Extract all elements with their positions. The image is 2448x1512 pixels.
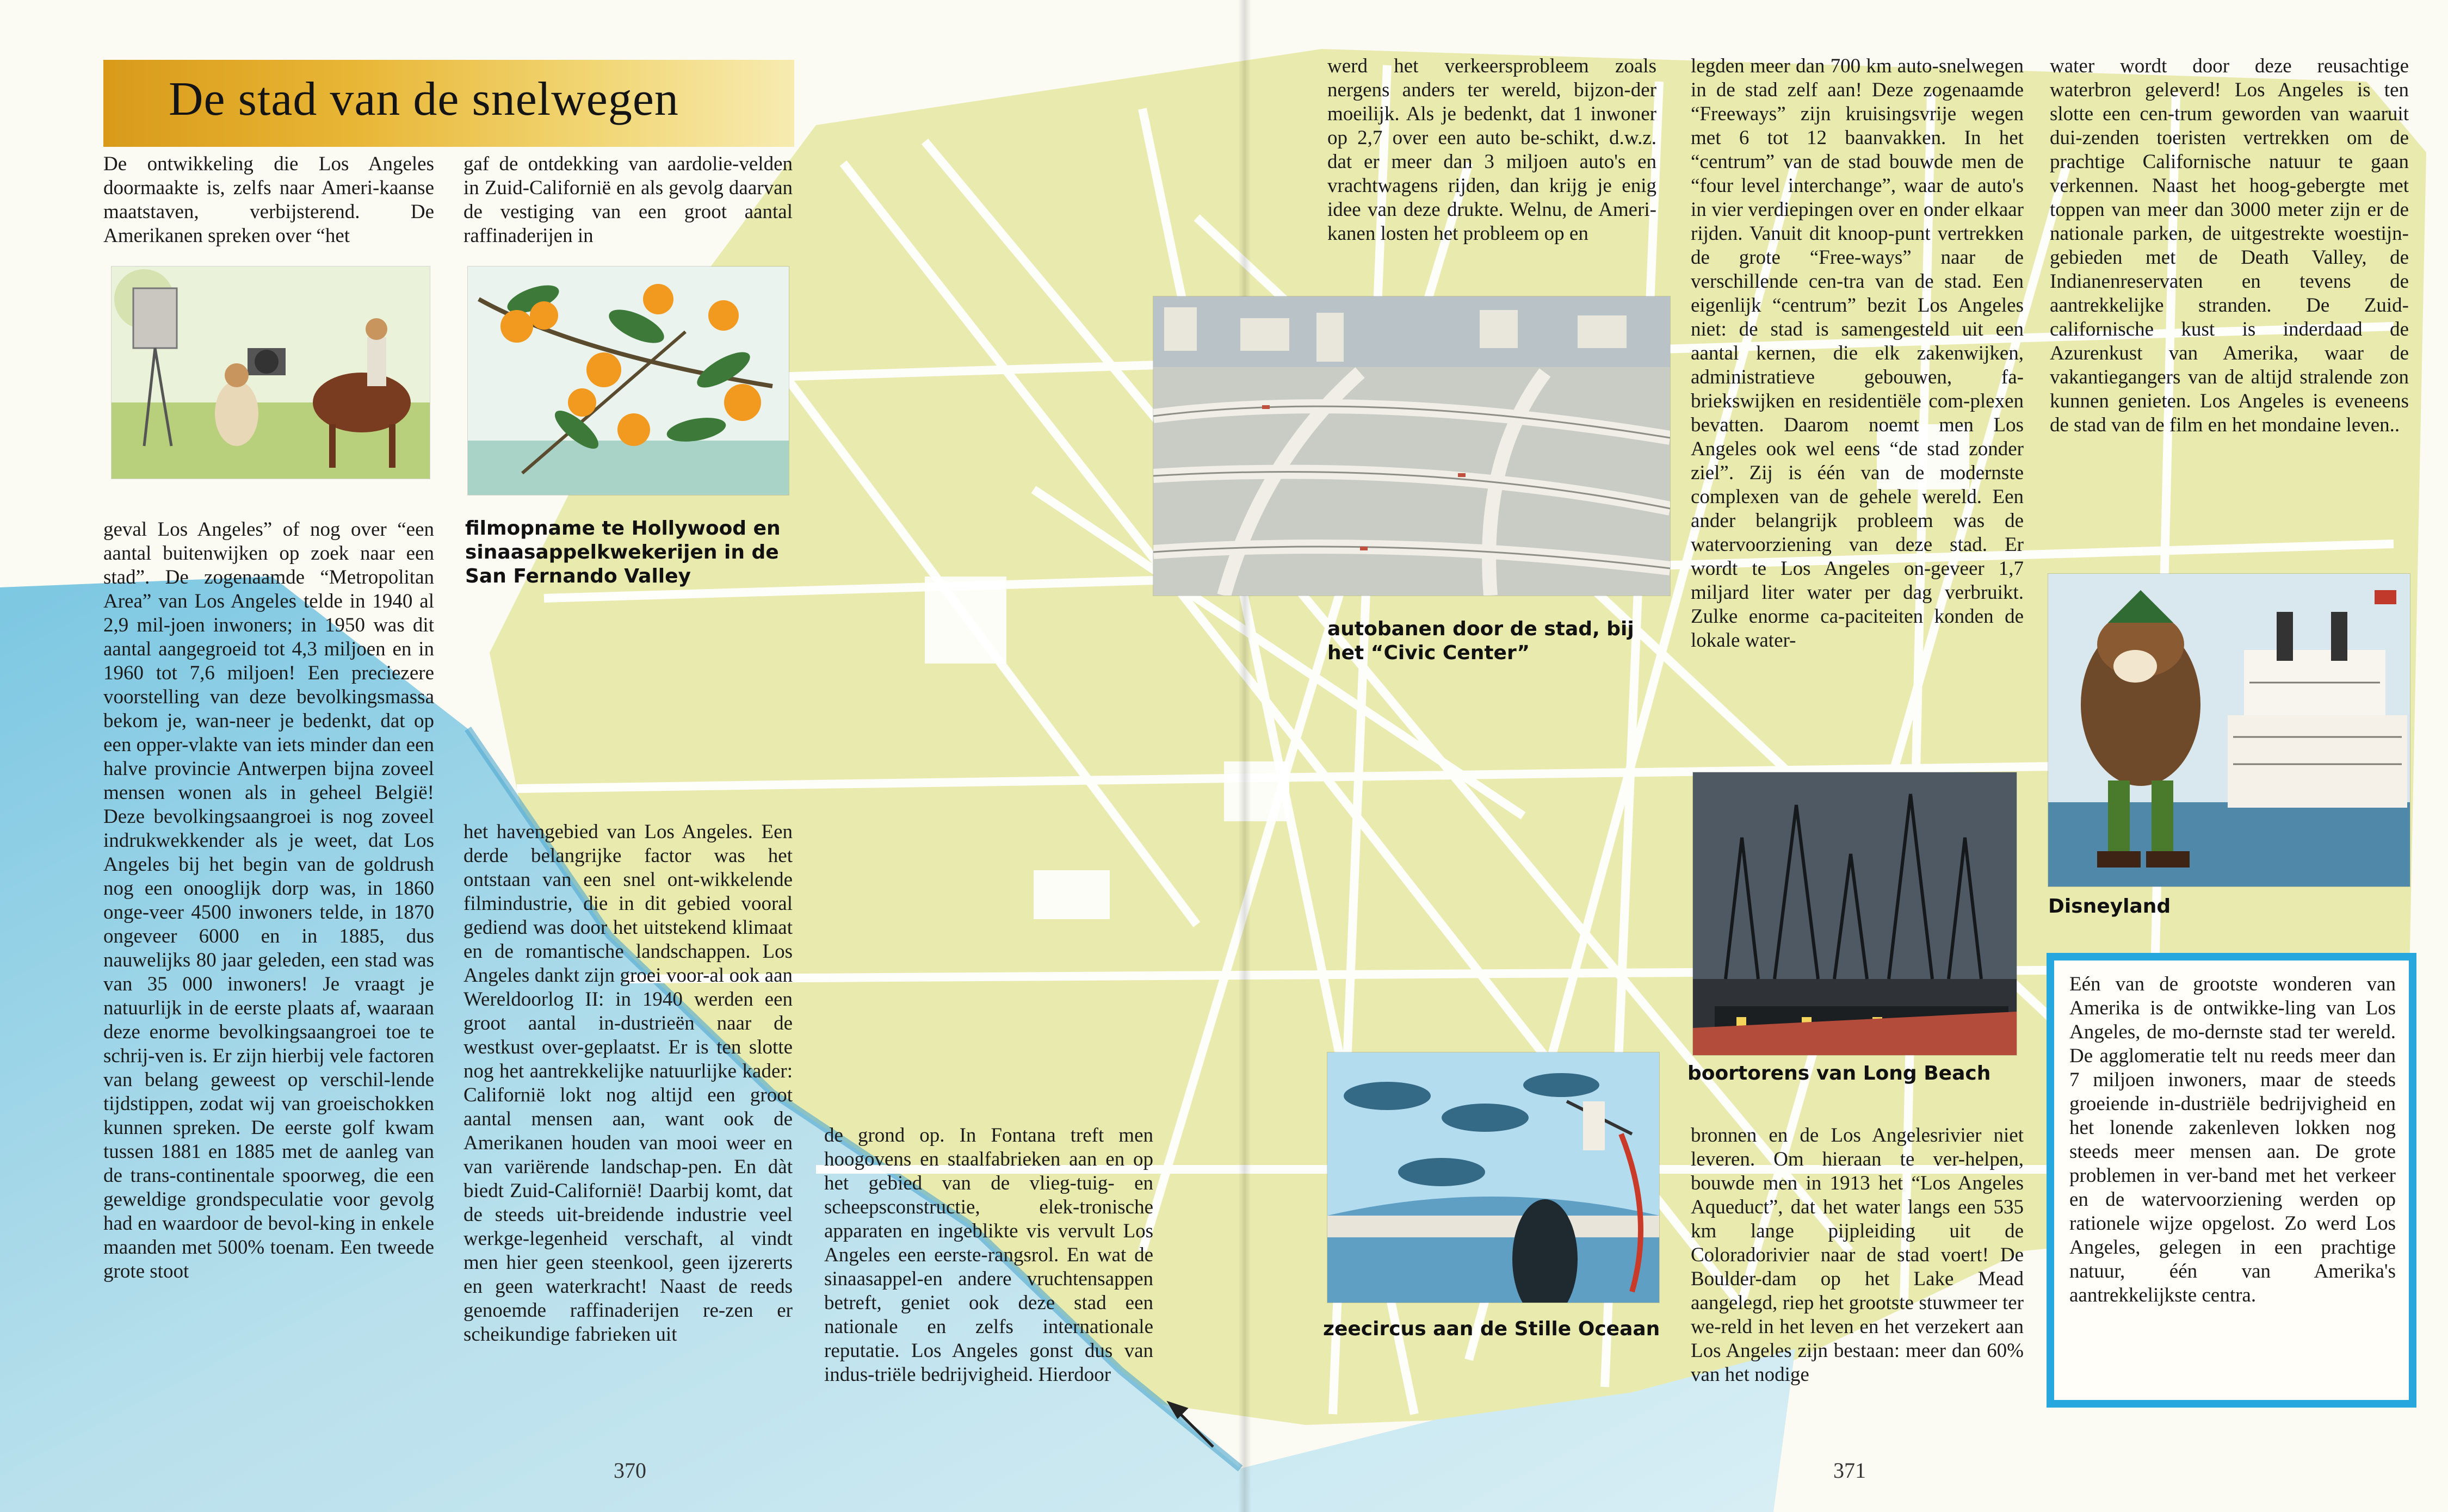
caption-long-beach: boortorens van Long Beach xyxy=(1687,1062,1991,1085)
paragraph: geval Los Angeles” of nog over “een aantal buitenwijken op zoek naar een stad”. De zogenaamde “Metropolitan Area” van Los Angeles telde in 1940 al 2,9 mil-joen inwoners; in 1950 was dit aantal aangegroeid tot 4,3 miljoen en in 1960 tot 7,6 miljoen! Een preciezere voorstelling van deze bevolkingsmassa bekom je, wan-neer je bedenkt, dat op een opper-vlakte van iets minder dan een halve provincie Antwerpen bijna zoveel mensen wonen als in geheel België! Deze bevolkingsaangroei is nog zoveel indrukwekkender als je weet, dat Los Angeles bij het begin van de goldrush nog een onooglijk dorp was, in 1860 onge-veer 4500 inwoners telde, in 1870 ongeveer 6000 en in 1885, dus nauwelijks 80 jaar geleden, een stad was van 35 000 inwoners! Je vraagt je natuurlijk in de eerste plaats af, waaraan deze enorme bevolkingsaangroei toe te schrij-ven is. Er zijn hierbij vele factoren van belang geweest op verschil-lende tijdstippen, zodat wij van groeischokken kunnen spreken. De eerste golf kwam tussen 1881 en 1885 met de aanleg van de trans-continentale spoorweg, die een geweldige grondspeculatie voor gevolg had en waardoor de bevol-king in enkele maanden met 500% toenam. Een tweede grote stoot xyxy=(103,518,434,1282)
page-title: De stad van de snelwegen xyxy=(169,73,679,126)
text-col-2-main xyxy=(463,820,793,1347)
paragraph: werd het verkeersprobleem zoals nergens anders ter wereld, bijzon-der moeilijk. Als je bedenkt, dat 1 inwoner op 2,7 over een auto be-schikt, d.w.z. dat er meer dan 3 miljoen auto's en vrachtwagens rijden, dan krijg je enig idee van deze drukte. Welnu, de Ameri-kanen losten het probleem op en xyxy=(1327,55,1656,245)
text-col-2-top xyxy=(463,152,793,248)
caption-hollywood: filmopname te Hollywood en sinaasappelkwekerijen in de San Fernando Valley xyxy=(465,517,781,587)
summary-text xyxy=(2069,972,2396,1307)
page-number-right: 371 xyxy=(1833,1458,1866,1483)
caption-disneyland: Disneyland xyxy=(2048,895,2171,918)
text-col-6-top xyxy=(2050,54,2409,437)
image-oil-derricks xyxy=(1693,772,2017,1055)
paragraph: bronnen en de Los Angelesrivier niet leveren. Om hieraan te ver-helpen, bouwde men in 1913 het “Los Angeles Aqueduct”, dat het water langs een 535 km lange pijpleiding uit de Coloradorivier naar de stad voert! De Boulder-dam op het Lake Mead aangelegd, riep het grootste stuwmeer ter we-reld in het leven en het verzekert aan Los Angeles zijn bestaan: meer dan 60% van het nodige xyxy=(1691,1124,2024,1386)
paragraph: legden meer dan 700 km auto-snelwegen in de stad zelf aan! Deze zogenaamde “Freeways” zijn kruisingsvrije wegen met 6 tot 12 baanvakken. In het “centrum” van de stad bouwde men de “four level interchange”, waar de auto's in vier verdiepingen over en onder elkaar rijden. Vanuit dit knoop-punt vertrekken de grote “Free-ways” naar de verschillende cen-tra van de stad. Een eigenlijk “centrum” bezit Los Angeles niet: de stad is samengesteld uit een aantal kernen, die elk zakenwijken, administratieve gebouwen, fa-briekswijken en residentiële com-plexen bevatten. Daarom noemt men Los Angeles ook wel eens “de stad zonder ziel”. Zij is één van de modernste complexen van de gehele wereld. Een ander belangrijk probleem was de watervoorziening van deze stad. Er wordt te Los Angeles on-geveer 1,7 miljard liter water per dag verbruikt. Zulke enorme ca-paciteiten konden de lokale water- xyxy=(1691,55,2024,652)
image-freeways xyxy=(1153,296,1670,596)
page-number-left: 370 xyxy=(614,1458,646,1483)
text-col-1-top xyxy=(103,152,434,248)
summary-box xyxy=(2047,953,2416,1408)
text-col-5-bottom xyxy=(1691,1124,2024,1387)
text-col-4-top xyxy=(1327,54,1656,246)
page-fold xyxy=(1238,0,1251,1512)
image-zeecircus xyxy=(1327,1052,1659,1303)
text-col-3-bottom xyxy=(824,1124,1153,1387)
paragraph: de grond op. In Fontana treft men hoogovens en staalfabrieken aan en op het gebied van de vlieg-tuig- en scheepsconstructie, elek-tronische apparaten en ingeblikte vis vervult Los Angeles een eerste-rangsrol. En wat de sinaasappel-en andere vruchtensappen betreft, geniet ook deze stad een nationale en zelfs internationale reputatie. Los Angeles gonst dus van indus-triële bedrijvigheid. Hierdoor xyxy=(824,1124,1153,1386)
image-disneyland xyxy=(2048,574,2410,887)
text-col-5-top xyxy=(1691,54,2024,653)
paragraph: water wordt door deze reusachtige waterbron geleverd! Los Angeles is ten slotte een cen-trum geworden van waaruit dui-zenden toeristen vertrekken om de prachtige Californische natuur te gaan verkennen. Naast het hoog-gebergte met toppen van meer dan 3000 meter zijn er de nationale parken, de uitgestrekte woestijn-gebieden met de Death Valley, de Indianenreservaten en tevens de aantrekkelijke stranden. De Zuid-californische kust is inderdaad de Azurenkust van Amerika, waar de vakantiegangers van de altijd stralende zon kunnen genieten. Los Angeles is eveneens de stad van de film en het mondaine leven.. xyxy=(2050,55,2409,436)
paragraph: het havengebied van Los Angeles. Een derde belangrijke factor was het ontstaan van een snel ont-wikkelende filmindustrie, die in dit gebied vooral gediend was door het uitstekend klimaat en de romantische landschappen. Los Angeles dankt zijn groei voor-al ook aan Wereldoorlog II: in 1940 werden een groot aantal in-dustrieën naar de westkust over-geplaatst. Er is ten slotte nog het aantrekkelijke natuurlijke kader: Californië lokt nog altijd een groot aantal mensen aan, want ook de Amerikanen houden van mooi weer en van variërende landschap-pen. En dàt biedt Zuid-Californië! Daarbij komt, dat de steeds uit-breidende industrie veel werkge-legenheid verschaft, al vindt men hier geen steenkool, geen ijzererts en geen waterkracht! Naast de reeds genoemde raffinaderijen re-zen er scheikundige fabrieken uit xyxy=(463,821,793,1346)
title-banner xyxy=(103,60,794,147)
image-hollywood xyxy=(112,267,430,479)
text-col-1-main xyxy=(103,518,434,1284)
paragraph: gaf de ontdekking van aardolie-velden in Zuid-Californië en als gevolg daarvan de vestiging van een groot aantal raffinaderijen in xyxy=(463,153,793,247)
caption-zeecircus: zeecircus aan de Stille Oceaan xyxy=(1323,1318,1660,1340)
caption-civic-center: autobanen door de stad, bij het “Civic Center” xyxy=(1327,618,1634,664)
paragraph: Eén van de grootste wonderen van Amerika is de ontwikke-ling van Los Angeles, de mo-dernste stad ter wereld. De agglomeratie telt nu reeds meer dan 7 miljoen inwoners, maar de steeds groeiende in-dustriële bedrijvigheid en het lonende zakenleven lokken nog steeds meer mensen aan. De grote problemen in ver-band met het verkeer en de watervoorziening werden op rationele wijze opgelost. Zo werd Los Angeles, gelegen in een prachtige natuur, één van Amerika's aantrekkelijkste centra. xyxy=(2069,973,2396,1306)
paragraph: De ontwikkeling die Los Angeles doormaakte is, zelfs naar Ameri-kaanse maatstaven, verbijsterend. De Amerikanen spreken over “het xyxy=(103,153,434,247)
image-orange-grove xyxy=(468,267,789,495)
